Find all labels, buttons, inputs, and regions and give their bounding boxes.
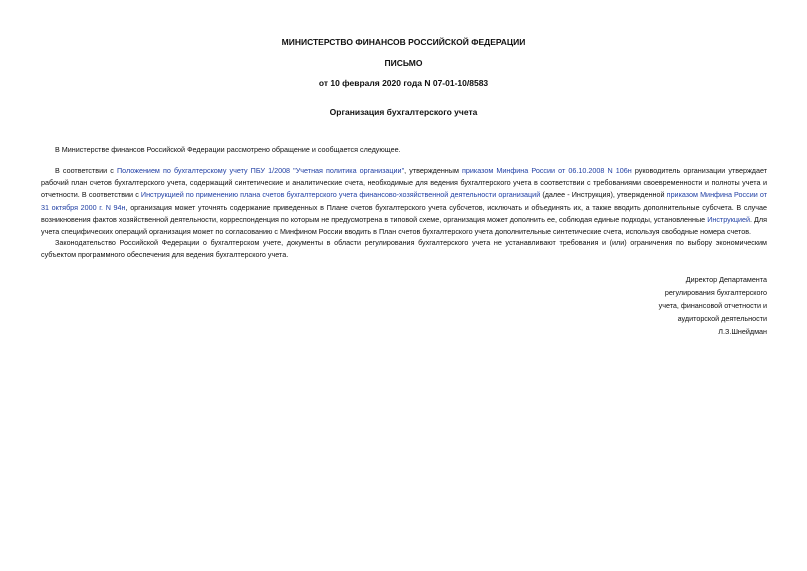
body-paragraph-1 xyxy=(41,144,767,156)
text-fragment: , утвержденным xyxy=(404,166,462,175)
signer-position-line-3: учета, финансовой отчетности и xyxy=(658,301,767,310)
document-subject: Организация бухгалтерского учета xyxy=(329,107,478,117)
ministry-title: МИНИСТЕРСТВО ФИНАНСОВ РОССИЙСКОЙ ФЕДЕРАЦИИ xyxy=(281,37,526,47)
paragraph-text: В Министерстве финансов Российской Федерации рассмотрено обращение и сообщается следующее. xyxy=(55,145,401,154)
paragraph-text: Законодательство Российской Федерации о бухгалтерском учете, документы в области регулирования бухгалтерского учета не устанавливают требования и (или) ограничения по выбору экономическим субъектом программного обеспечения для ведения бухгалтерского учета. xyxy=(41,238,767,260)
signer-position-line-1: Директор Департамента xyxy=(685,275,767,284)
signer-name: Л.З.Шнейдман xyxy=(718,327,767,336)
document-date-number: от 10 февраля 2020 года N 07-01-10/8583 xyxy=(318,78,489,88)
signer-position-line-2: регулирования бухгалтерского xyxy=(664,288,767,297)
text-fragment: В соответствии с xyxy=(55,166,117,175)
link-pbu-1-2008[interactable]: Положением по бухгалтерскому учету ПБУ 1/2008 "Учетная политика организации" xyxy=(116,166,405,175)
text-fragment: , организация может уточнять содержание приведенных в Плане счетов бухгалтерского учета субсчетов, исключать и объединять их, а также вводить дополнительные субсчета. В случае возникновения фактов хозяйственной деятельности, корреспонденция по которым не предусмотрена в типовой схеме, организация может дополнить ее, соблюдая единые подходы, установленные xyxy=(41,202,768,224)
link-order-94n[interactable]: приказом Минфина России от 31 октября 2000 г. N 94н xyxy=(41,190,768,212)
link-order-106n[interactable]: приказом Минфина России от 06.10.2008 N 106н xyxy=(462,166,632,175)
signature-block xyxy=(659,273,767,338)
link-instruction[interactable]: Инструкцией xyxy=(707,214,751,224)
document-type: ПИСЬМО xyxy=(384,58,423,68)
body-paragraph-2 xyxy=(41,165,767,238)
text-fragment: руководитель организации утверждает рабочий план счетов бухгалтерского учета, содержащий синтетические и аналитические счета, необходимые для ведения бухгалтерского учета в соответствии с требованиями своевременности и полноты учета и отчетности. В соответствии с xyxy=(41,166,768,200)
text-fragment: (далее - Инструкция), утвержденной xyxy=(540,190,667,200)
link-instruction-chart-of-accounts[interactable]: Инструкцией по применению плана счетов бухгалтерского учета финансово-хозяйственной деятельности организаций xyxy=(140,190,541,200)
body-paragraph-3 xyxy=(41,237,767,261)
signer-position-line-4: аудиторской деятельности xyxy=(677,314,767,323)
paragraph-text xyxy=(41,165,767,238)
text-fragment: . Для учета специфических операций организация может по согласованию с Минфином России вводить в План счетов бухгалтерского учета дополнительные синтетические счета, используя свободные номера счетов. xyxy=(41,214,768,237)
